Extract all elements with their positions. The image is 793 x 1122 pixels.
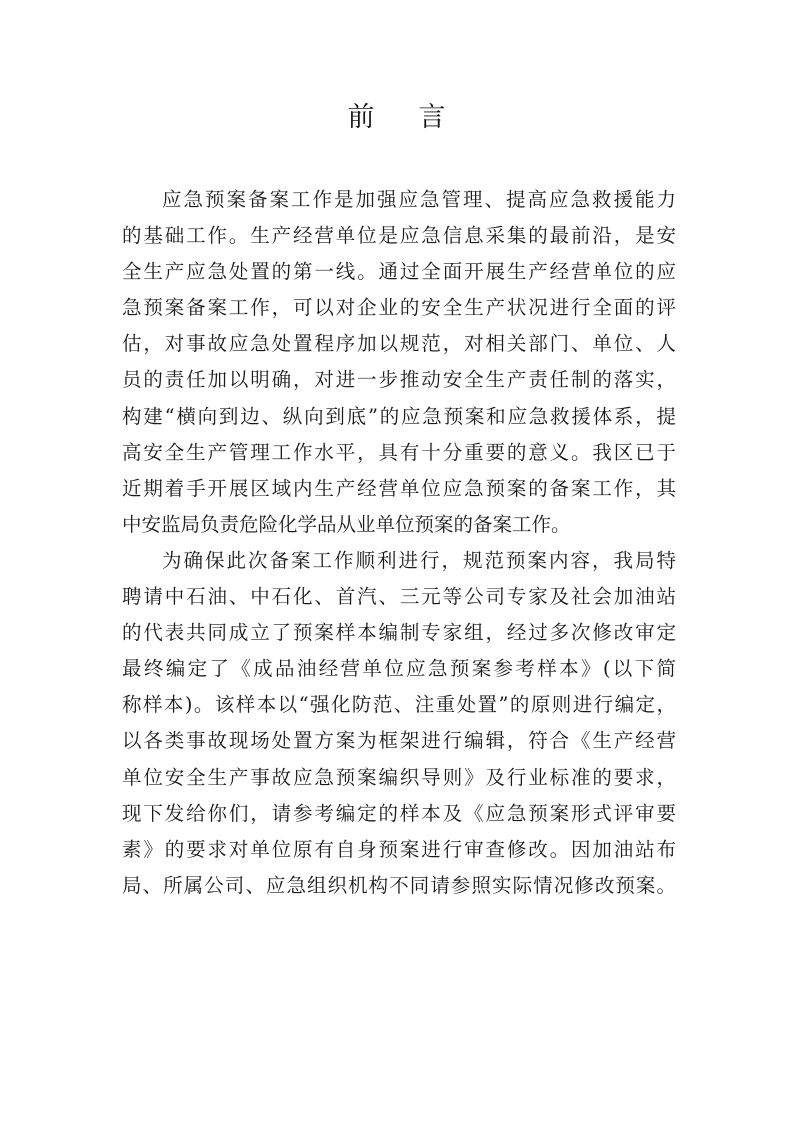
text-line: 素》的要求对单位原有自身预案进行审查修改。因加油站布 — [122, 837, 676, 861]
text-line: 以各类事故现场处置方案为框架进行编辑，符合《生产经营 — [122, 729, 676, 753]
text-line: 应急预案备案工作是加强应急管理、提高应急救援能力 — [162, 188, 676, 211]
document-body — [122, 182, 676, 904]
text-line: 全生产应急处置的第一线。通过全面开展生产经营单位的应 — [122, 260, 676, 284]
text-line: 急预案备案工作，可以对企业的安全生产状况进行全面的评 — [122, 296, 676, 320]
text-line: 称样本)。该样本以“强化防范、注重处置”的原则进行编定， — [122, 693, 676, 717]
text-line: 中安监局负责危险化学品从业单位预案的备案工作。 — [122, 512, 571, 536]
text-line: 现下发给你们，请参考编定的样本及《应急预案形式评审要 — [122, 801, 676, 825]
page-title: 前言 — [347, 102, 490, 133]
text-line: 估，对事故应急处置程序加以规范，对相关部门、单位、人 — [122, 332, 676, 356]
text-line: 近期着手开展区域内生产经营单位应急预案的备案工作，其 — [122, 476, 676, 500]
text-line: 的代表共同成立了预案样本编制专家组，经过多次修改审定 — [122, 621, 676, 645]
text-line: 最终编定了《成品油经营单位应急预案参考样本》(以下简 — [122, 657, 676, 681]
text-line: 构建“横向到边、纵向到底”的应急预案和应急救援体系，提 — [122, 404, 676, 428]
text-line: 聘请中石油、中石化、首汽、三元等公司专家及社会加油站 — [122, 585, 676, 609]
text-line: 的基础工作。生产经营单位是应急信息采集的最前沿，是安 — [122, 224, 676, 248]
text-line: 为确保此次备案工作顺利进行，规范预案内容，我局特 — [162, 548, 676, 572]
text-line: 单位安全生产事故应急预案编织导则》及行业标准的要求， — [122, 765, 676, 789]
text-line: 局、所属公司、应急组织机构不同请参照实际情况修改预案。 — [122, 873, 676, 897]
paragraph-2 — [122, 543, 676, 904]
paragraph-1 — [122, 182, 676, 543]
text-line: 员的责任加以明确，对进一步推动安全生产责任制的落实， — [122, 368, 676, 392]
text-line: 高安全生产管理工作水平，具有十分重要的意义。我区已于 — [122, 440, 676, 464]
